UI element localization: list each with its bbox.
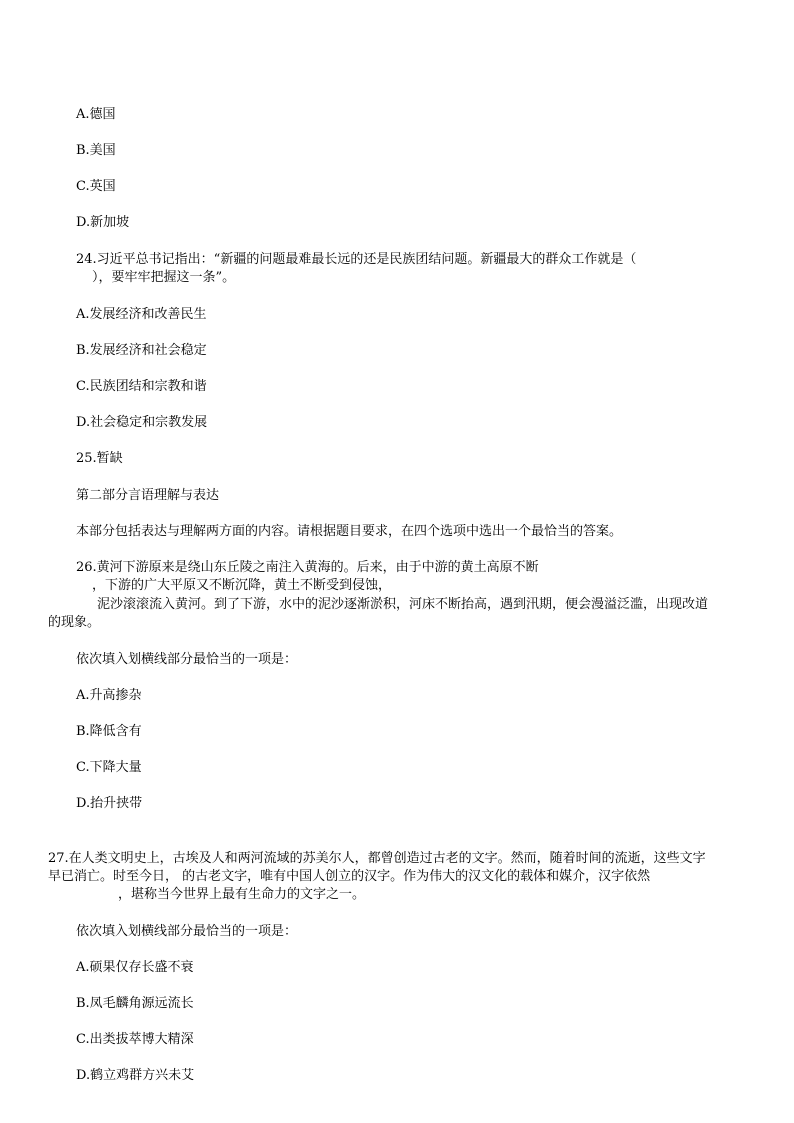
q26-stem-line4: 的现象。 (48, 615, 101, 630)
q26-option-c: C.下降大量 (76, 760, 142, 775)
q26-stem-line3: 泥沙滚滚流入黄河。到了下游，水中的泥沙逐渐淤积，河床不断抬高，遇到汛期，便会漫溢泛滥，出现改道 (97, 597, 709, 612)
q27-stem-line1: 27.在人类文明史上，古埃及人和两河流域的苏美尔人，都曾创造过古老的文字。然而，随着时间的流逝，这些文字 (48, 851, 706, 866)
q24-option-d: D.社会稳定和宗教发展 (76, 415, 208, 430)
q24-option-c: C.民族团结和宗教和谐 (76, 379, 207, 394)
q24-option-a: A.发展经济和改善民生 (76, 307, 207, 322)
q26-prompt: 依次填入划横线部分最恰当的一项是： (76, 652, 298, 667)
q26-option-b: B.降低含有 (76, 724, 142, 739)
section-intro: 本部分包括表达与理解两方面的内容。请根据题目要求，在四个选项中选出一个最恰当的答案。 (76, 524, 623, 539)
q26-stem-line2: ，下游的广大平原又不断沉降，黄土不断受到侵蚀， (92, 578, 392, 593)
q27-option-c: C.出类拔萃博大精深 (76, 1032, 194, 1047)
q24-stem-line2: ），要牢牢把握这一条”。 (92, 270, 236, 285)
q23-option-d: D.新加坡 (76, 215, 130, 230)
q26-stem-line1: 26.黄河下游原来是绕山东丘陵之南注入黄海的。后来，由于中游的黄土高原不断 (76, 560, 539, 575)
section-title: 第二部分言语理解与表达 (76, 488, 220, 503)
q26-option-a: A.升高掺杂 (76, 688, 142, 703)
q27-stem-line2: 早已消亡。时至今日， 的古老文字，唯有中国人创立的汉字。作为伟大的汉文化的载体和媒介，汉字依然 (48, 869, 651, 884)
q25-text: 25.暂缺 (76, 451, 123, 466)
q24-option-b: B.发展经济和社会稳定 (76, 343, 207, 358)
q27-option-a: A.硕果仅存长盛不衰 (76, 960, 194, 975)
q23-option-c: C.英国 (76, 179, 116, 194)
q27-option-d: D.鹤立鸡群方兴未艾 (76, 1068, 195, 1083)
q23-option-a: A.德国 (76, 107, 116, 122)
q27-prompt: 依次填入划横线部分最恰当的一项是： (76, 924, 298, 939)
q26-option-d: D.抬升挟带 (76, 796, 143, 811)
q23-option-b: B.美国 (76, 143, 116, 158)
q24-stem-line1: 24.习近平总书记指出：“新疆的问题最难最长远的还是民族团结问题。新疆最大的群众工作就是（ (76, 252, 637, 267)
q27-option-b: B.凤毛麟角源远流长 (76, 996, 194, 1011)
q27-stem-line3: ，堪称当今世界上最有生命力的文字之一。 (118, 887, 366, 902)
